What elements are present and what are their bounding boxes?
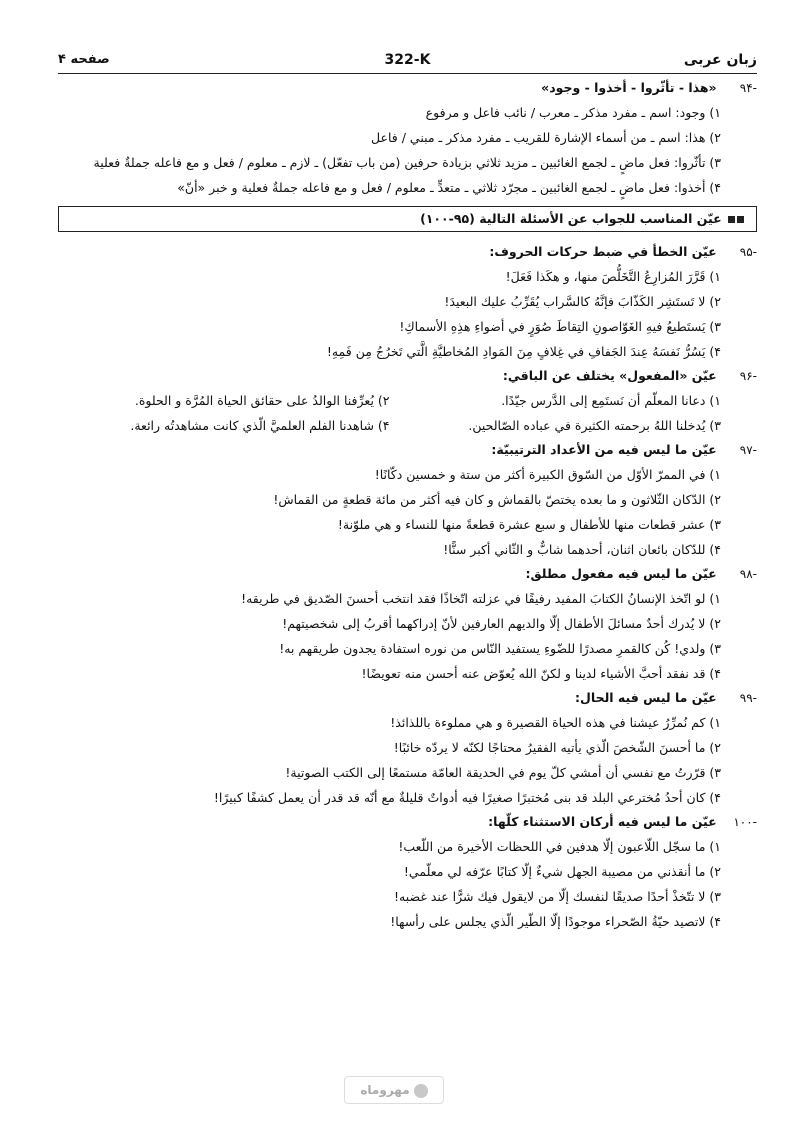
option-2[interactable]: ۲) ما أحسنَ الشّخصَ الّذي يأتيه الفقيرُ محتاجًا لكنّه لا يردّه خائبًا! [393,740,721,755]
question-95 [58,240,757,364]
option-3[interactable]: ۳) يُدخلنا اللهُ برحمته الكثيرة في عباده الصّالحين. [468,418,721,433]
option-4[interactable]: ۴) قد نفقد أحبَّ الأشياء لدينا و لكنّ الله يُعوّض عنه أحسن منه تعويضًا! [361,666,721,681]
exam-code: 322-K [384,52,431,68]
question-stem: عيّن ما ليس فيه مفعول مطلق: [525,566,717,581]
square-bullet-icon [728,216,735,223]
question-99 [58,686,757,810]
header-divider [58,73,757,74]
option-2[interactable]: ۲) لا تَستَشِر الكَذّابَ فإنَّهُ كالسَّراب يُقَرِّبُ عليك البعيدَ! [444,294,721,309]
option-2[interactable]: ۲) هذا: اسم ـ من أسماء الإشارة للقريب ـ مفرد مذكر ـ مبني / فاعل [371,130,721,145]
question-number: -۹۴ [739,81,757,95]
option-4[interactable]: ۴) شاهدنا الفلم العلميَّ الّذي كانت مشاهدتُه رائعة. [130,418,390,433]
questions-area [58,76,757,934]
option-3[interactable]: ۳) عشر قطعات منها للأطفال و سبع عشرة قطعةً منها للنساء و هي ملوّنة! [337,517,721,532]
option-1[interactable]: ۱) ما سجّل اللّاعبون إلّا هدفين في اللحظات الأخيرة من اللّعب! [398,839,721,854]
option-4[interactable]: ۴) يَسُرُّ نَفسَهُ عِندَ الجَفافِ في غِلافٍ مِنَ المَوادِ المُخاطيَّةِ الَّتي تَخرُجُ مِن فَمِهِ! [326,344,721,359]
instruction-text: عيّن المناسب للجواب عن الأسئلة التالية (۹۵-۱۰۰) [420,211,722,226]
option-3[interactable]: ۳) يَستَطيعُ فيهِ الغَوّاصونِ التِقاطَ صُوَرٍ في أضواءِ هذِهِ الأسماكِ! [399,319,721,334]
question-stem: عيّن «المفعول» يختلف عن الباقي: [502,368,717,383]
option-2[interactable]: ۲) يُعرِّفنا الوالدُ على حقائق الحياة المُرَّة و الحلوة. [134,393,390,408]
watermark-logo [344,1076,444,1104]
question-stem: عيّن ما ليس فيه أركان الاستثناء كلّها: [488,814,717,829]
option-4[interactable]: ۴) أخذوا: فعل ماضٍ ـ لجمع الغائبين ـ مجرّد ثلاثي ـ متعدٍّ ـ معلوم / فعل و مع فاعله جملةٌ فعلية و خبر «أنّ» [177,180,721,195]
question-number: -۹۵ [739,245,757,259]
instruction-box [58,206,757,232]
option-1[interactable]: ۱) دعانا المعلّم أن نَستَمِع إلى الدَّرس جيّدًا. [501,393,721,408]
question-stem: عيّن ما ليس فيه الحال: [575,690,717,705]
watermark-text: مهروماه [360,1083,410,1097]
question-number: -۹۷ [739,443,757,457]
question-96 [58,364,757,438]
page-number: صفحه ۴ [58,52,110,67]
question-stem: «هذا - تأثّروا - أخذوا - وجود» [541,80,717,95]
option-3[interactable]: ۳) قرّرتُ مع نفسي أن أمشي كلّ يوم في الحديقة العامّة مستمعًا إلى الكتب الصوتية! [285,765,721,780]
option-4[interactable]: ۴) للدّكان بائعان اثنان، أحدهما شابٌّ و الثّاني أكبر سنًّا! [443,542,721,557]
option-2[interactable]: ۲) ما أنقذني من مصيبة الجهل شيءٌ إلّا كتابًا عرّفه لي معلّمي! [403,864,721,879]
option-1[interactable]: ۱) كم نُمرِّرُ عيشنا في هذه الحياة القصيرة و هي مملوءة باللذائذ! [390,715,721,730]
question-97 [58,438,757,562]
option-3[interactable]: ۳) تأثّروا: فعل ماضٍ ـ لجمع الغائبين ـ مزيد ثلاثي بزيادة حرفين (من باب تفعّل) ـ لازم ـ معلوم / فعل و مع فاعله جملةٌ فعلية [93,155,721,170]
question-number: -۹۸ [739,567,757,581]
square-bullet-icon [737,216,744,223]
option-4[interactable]: ۴) كان أحدُ مُخترعي البلد قد بنى مُختبرًا صغيرًا فيه أدواتٌ قليلةٌ مع أنّه قد قدر أن يعمل كشفًا كبيرًا! [213,790,721,805]
question-number: -۹۹ [739,691,757,705]
question-stem: عيّن الخطأ في ضبط حركات الحروف: [489,244,717,259]
option-4[interactable]: ۴) لاتصيد حيّةُ الصّحراء موجودًا إلّا الطّير الّذي يجلس على رأسها! [390,914,721,929]
option-2[interactable]: ۲) لا يُدرك أحدٌ مسائلَ الأطفال إلّا والديهم العارفين لأنّ إدراكهما أقربُ إلى شخصيتهم! [282,616,721,631]
option-3[interactable]: ۳) لا تتّخذْ أحدًا صديقًا لنفسك إلّا من لايقول فيك شرًّا عند غضبه! [394,889,721,904]
logo-icon [414,1084,428,1098]
question-stem: عيّن ما ليس فيه من الأعداد الترتيبيّة: [491,442,717,457]
option-1[interactable]: ۱) في الممرّ الأوّل من السّوق الكبيرة أكثر من ستة و خمسين دكّانًا! [374,467,721,482]
question-100 [58,810,757,934]
page-header [58,52,757,72]
option-1[interactable]: ۱) وجود: اسم ـ مفرد مذكر ـ معرب / نائب فاعل و مرفوع [425,105,721,120]
question-number: -۹۶ [739,369,757,383]
question-98 [58,562,757,686]
question-number: -۱۰۰ [733,815,757,829]
option-1[interactable]: ۱) لو اتّخذ الإنسانُ الكتابَ المفيد رفيقًا في عزلته اتّخاذًا فقد انتخب أحسنَ الصّديق في طريقه! [241,591,721,606]
question-94 [58,76,757,200]
option-1[interactable]: ۱) قَرَّرَ المُزارِعُ التَّخَلُّصَ منها، و هكَذا فَعَلَ! [505,269,721,284]
subject-title: زبان عربی [683,52,757,68]
option-2[interactable]: ۲) الدّكان الثّلاثون و ما بعده يختصّ بالقماش و كان فيه أكثر من مائة قطعةٍ من القماش! [273,492,721,507]
option-3[interactable]: ۳) ولدي! كُن كالقمرِ مصدرًا للضّوءِ يستفيد النّاس من نوره استفادة يجدون طريقهم به! [279,641,721,656]
